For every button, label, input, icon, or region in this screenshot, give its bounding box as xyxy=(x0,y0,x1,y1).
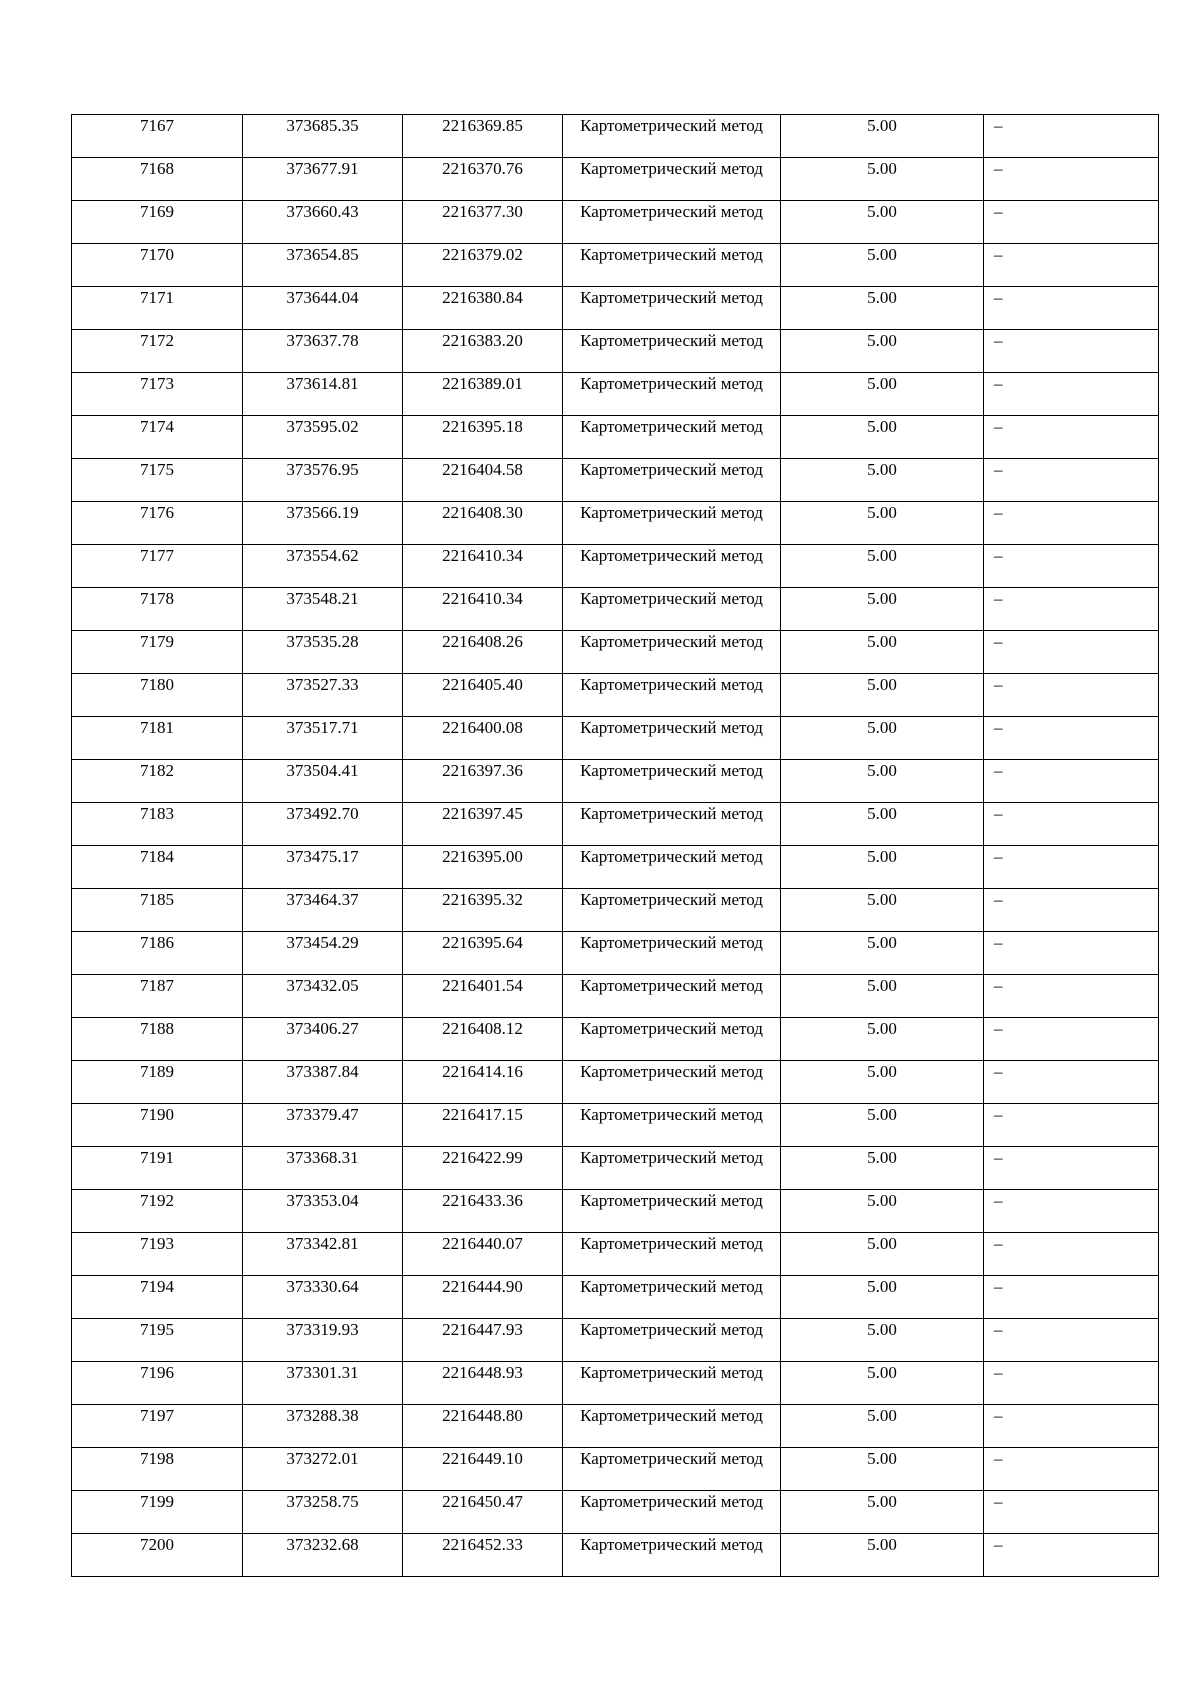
method-cell xyxy=(563,158,781,201)
note-cell: – xyxy=(984,1491,1159,1534)
accuracy-cell: 5.00 xyxy=(781,975,984,1018)
x-coordinate-cell: 373232.68 xyxy=(243,1534,403,1577)
note-cell: – xyxy=(984,975,1159,1018)
accuracy-cell: 5.00 xyxy=(781,545,984,588)
table-row xyxy=(72,1534,1159,1577)
note-cell: – xyxy=(984,1061,1159,1104)
note-cell: – xyxy=(984,1448,1159,1491)
accuracy-cell: 5.00 xyxy=(781,803,984,846)
method-text: Картометрический метод xyxy=(580,1019,763,1038)
method-text: Картометрический метод xyxy=(580,546,763,565)
method-cell xyxy=(563,201,781,244)
accuracy-cell: 5.00 xyxy=(781,1319,984,1362)
x-coordinate-cell: 373517.71 xyxy=(243,717,403,760)
method-text: Картометрический метод xyxy=(580,976,763,995)
method-text: Картометрический метод xyxy=(580,331,763,350)
x-coordinate-cell: 373330.64 xyxy=(243,1276,403,1319)
table-row xyxy=(72,459,1159,502)
note-cell: – xyxy=(984,1190,1159,1233)
point-number-cell: 7195 xyxy=(72,1319,243,1362)
table-row xyxy=(72,1276,1159,1319)
point-number-cell: 7168 xyxy=(72,158,243,201)
accuracy-cell: 5.00 xyxy=(781,1276,984,1319)
method-text: Картометрический метод xyxy=(580,159,763,178)
accuracy-cell: 5.00 xyxy=(781,287,984,330)
table-row xyxy=(72,760,1159,803)
method-text: Картометрический метод xyxy=(580,632,763,651)
accuracy-cell: 5.00 xyxy=(781,1491,984,1534)
note-cell: – xyxy=(984,674,1159,717)
note-cell: – xyxy=(984,373,1159,416)
accuracy-cell: 5.00 xyxy=(781,1061,984,1104)
point-number-cell: 7171 xyxy=(72,287,243,330)
y-coordinate-cell: 2216444.90 xyxy=(403,1276,563,1319)
y-coordinate-cell: 2216377.30 xyxy=(403,201,563,244)
method-text: Картометрический метод xyxy=(580,460,763,479)
method-cell xyxy=(563,631,781,674)
accuracy-cell: 5.00 xyxy=(781,373,984,416)
method-text: Картометрический метод xyxy=(580,804,763,823)
x-coordinate-cell: 373660.43 xyxy=(243,201,403,244)
method-cell xyxy=(563,287,781,330)
point-number-cell: 7194 xyxy=(72,1276,243,1319)
method-text: Картометрический метод xyxy=(580,1234,763,1253)
accuracy-cell: 5.00 xyxy=(781,1362,984,1405)
note-cell: – xyxy=(984,459,1159,502)
method-cell xyxy=(563,330,781,373)
method-cell xyxy=(563,674,781,717)
y-coordinate-cell: 2216449.10 xyxy=(403,1448,563,1491)
point-number-cell: 7181 xyxy=(72,717,243,760)
accuracy-cell: 5.00 xyxy=(781,1534,984,1577)
table-row xyxy=(72,545,1159,588)
method-text: Картометрический метод xyxy=(580,933,763,952)
note-cell: – xyxy=(984,502,1159,545)
point-number-cell: 7178 xyxy=(72,588,243,631)
x-coordinate-cell: 373342.81 xyxy=(243,1233,403,1276)
x-coordinate-cell: 373554.62 xyxy=(243,545,403,588)
method-cell xyxy=(563,373,781,416)
x-coordinate-cell: 373548.21 xyxy=(243,588,403,631)
method-cell xyxy=(563,803,781,846)
method-cell xyxy=(563,1534,781,1577)
table-row xyxy=(72,1448,1159,1491)
method-cell xyxy=(563,932,781,975)
method-text: Картометрический метод xyxy=(580,1277,763,1296)
x-coordinate-cell: 373353.04 xyxy=(243,1190,403,1233)
point-number-cell: 7188 xyxy=(72,1018,243,1061)
method-cell xyxy=(563,1362,781,1405)
x-coordinate-cell: 373644.04 xyxy=(243,287,403,330)
y-coordinate-cell: 2216410.34 xyxy=(403,588,563,631)
x-coordinate-cell: 373464.37 xyxy=(243,889,403,932)
point-number-cell: 7167 xyxy=(72,115,243,158)
note-cell: – xyxy=(984,717,1159,760)
table-row xyxy=(72,1190,1159,1233)
point-number-cell: 7187 xyxy=(72,975,243,1018)
table-row xyxy=(72,201,1159,244)
x-coordinate-cell: 373595.02 xyxy=(243,416,403,459)
y-coordinate-cell: 2216410.34 xyxy=(403,545,563,588)
point-number-cell: 7174 xyxy=(72,416,243,459)
accuracy-cell: 5.00 xyxy=(781,631,984,674)
accuracy-cell: 5.00 xyxy=(781,416,984,459)
y-coordinate-cell: 2216452.33 xyxy=(403,1534,563,1577)
accuracy-cell: 5.00 xyxy=(781,201,984,244)
point-number-cell: 7199 xyxy=(72,1491,243,1534)
y-coordinate-cell: 2216395.18 xyxy=(403,416,563,459)
table-row xyxy=(72,1405,1159,1448)
accuracy-cell: 5.00 xyxy=(781,932,984,975)
note-cell: – xyxy=(984,1405,1159,1448)
method-cell xyxy=(563,1319,781,1362)
y-coordinate-cell: 2216447.93 xyxy=(403,1319,563,1362)
y-coordinate-cell: 2216380.84 xyxy=(403,287,563,330)
y-coordinate-cell: 2216450.47 xyxy=(403,1491,563,1534)
x-coordinate-cell: 373319.93 xyxy=(243,1319,403,1362)
note-cell: – xyxy=(984,846,1159,889)
x-coordinate-cell: 373576.95 xyxy=(243,459,403,502)
y-coordinate-cell: 2216408.30 xyxy=(403,502,563,545)
note-cell: – xyxy=(984,588,1159,631)
y-coordinate-cell: 2216401.54 xyxy=(403,975,563,1018)
method-text: Картометрический метод xyxy=(580,1535,763,1554)
y-coordinate-cell: 2216397.45 xyxy=(403,803,563,846)
point-number-cell: 7183 xyxy=(72,803,243,846)
point-number-cell: 7185 xyxy=(72,889,243,932)
y-coordinate-cell: 2216433.36 xyxy=(403,1190,563,1233)
table-row xyxy=(72,373,1159,416)
accuracy-cell: 5.00 xyxy=(781,674,984,717)
table-row xyxy=(72,889,1159,932)
method-text: Картометрический метод xyxy=(580,1191,763,1210)
table-row xyxy=(72,631,1159,674)
y-coordinate-cell: 2216370.76 xyxy=(403,158,563,201)
y-coordinate-cell: 2216448.93 xyxy=(403,1362,563,1405)
method-cell xyxy=(563,1448,781,1491)
x-coordinate-cell: 373272.01 xyxy=(243,1448,403,1491)
y-coordinate-cell: 2216395.32 xyxy=(403,889,563,932)
method-cell xyxy=(563,975,781,1018)
accuracy-cell: 5.00 xyxy=(781,760,984,803)
x-coordinate-cell: 373504.41 xyxy=(243,760,403,803)
method-cell xyxy=(563,1018,781,1061)
y-coordinate-cell: 2216404.58 xyxy=(403,459,563,502)
x-coordinate-cell: 373527.33 xyxy=(243,674,403,717)
x-coordinate-cell: 373637.78 xyxy=(243,330,403,373)
accuracy-cell: 5.00 xyxy=(781,244,984,287)
y-coordinate-cell: 2216422.99 xyxy=(403,1147,563,1190)
x-coordinate-cell: 373677.91 xyxy=(243,158,403,201)
method-text: Картометрический метод xyxy=(580,1320,763,1339)
table-row xyxy=(72,1491,1159,1534)
accuracy-cell: 5.00 xyxy=(781,1018,984,1061)
x-coordinate-cell: 373454.29 xyxy=(243,932,403,975)
table-row xyxy=(72,803,1159,846)
accuracy-cell: 5.00 xyxy=(781,502,984,545)
method-cell xyxy=(563,588,781,631)
point-number-cell: 7191 xyxy=(72,1147,243,1190)
point-number-cell: 7189 xyxy=(72,1061,243,1104)
y-coordinate-cell: 2216397.36 xyxy=(403,760,563,803)
method-cell xyxy=(563,1233,781,1276)
method-text: Картометрический метод xyxy=(580,847,763,866)
x-coordinate-cell: 373368.31 xyxy=(243,1147,403,1190)
method-cell xyxy=(563,1061,781,1104)
accuracy-cell: 5.00 xyxy=(781,1405,984,1448)
accuracy-cell: 5.00 xyxy=(781,115,984,158)
x-coordinate-cell: 373406.27 xyxy=(243,1018,403,1061)
y-coordinate-cell: 2216417.15 xyxy=(403,1104,563,1147)
method-cell xyxy=(563,717,781,760)
x-coordinate-cell: 373566.19 xyxy=(243,502,403,545)
table-row xyxy=(72,1147,1159,1190)
coordinates-table xyxy=(71,114,1159,1577)
table-row xyxy=(72,674,1159,717)
y-coordinate-cell: 2216389.01 xyxy=(403,373,563,416)
accuracy-cell: 5.00 xyxy=(781,889,984,932)
method-text: Картометрический метод xyxy=(580,1148,763,1167)
method-cell xyxy=(563,502,781,545)
method-text: Картометрический метод xyxy=(580,245,763,264)
x-coordinate-cell: 373685.35 xyxy=(243,115,403,158)
accuracy-cell: 5.00 xyxy=(781,588,984,631)
method-cell xyxy=(563,760,781,803)
method-text: Картометрический метод xyxy=(580,718,763,737)
point-number-cell: 7196 xyxy=(72,1362,243,1405)
y-coordinate-cell: 2216414.16 xyxy=(403,1061,563,1104)
method-cell xyxy=(563,889,781,932)
y-coordinate-cell: 2216448.80 xyxy=(403,1405,563,1448)
accuracy-cell: 5.00 xyxy=(781,1233,984,1276)
x-coordinate-cell: 373387.84 xyxy=(243,1061,403,1104)
x-coordinate-cell: 373288.38 xyxy=(243,1405,403,1448)
table-row xyxy=(72,717,1159,760)
note-cell: – xyxy=(984,1276,1159,1319)
x-coordinate-cell: 373432.05 xyxy=(243,975,403,1018)
y-coordinate-cell: 2216408.26 xyxy=(403,631,563,674)
point-number-cell: 7197 xyxy=(72,1405,243,1448)
accuracy-cell: 5.00 xyxy=(781,717,984,760)
method-cell xyxy=(563,1147,781,1190)
method-cell xyxy=(563,416,781,459)
note-cell: – xyxy=(984,287,1159,330)
table-row xyxy=(72,975,1159,1018)
table-row xyxy=(72,846,1159,889)
table-row xyxy=(72,1018,1159,1061)
y-coordinate-cell: 2216408.12 xyxy=(403,1018,563,1061)
method-text: Картометрический метод xyxy=(580,761,763,780)
note-cell: – xyxy=(984,631,1159,674)
point-number-cell: 7180 xyxy=(72,674,243,717)
method-text: Картометрический метод xyxy=(580,417,763,436)
x-coordinate-cell: 373258.75 xyxy=(243,1491,403,1534)
x-coordinate-cell: 373475.17 xyxy=(243,846,403,889)
point-number-cell: 7200 xyxy=(72,1534,243,1577)
x-coordinate-cell: 373379.47 xyxy=(243,1104,403,1147)
note-cell: – xyxy=(984,803,1159,846)
point-number-cell: 7179 xyxy=(72,631,243,674)
method-text: Картометрический метод xyxy=(580,1062,763,1081)
method-text: Картометрический метод xyxy=(580,1449,763,1468)
point-number-cell: 7182 xyxy=(72,760,243,803)
point-number-cell: 7176 xyxy=(72,502,243,545)
y-coordinate-cell: 2216440.07 xyxy=(403,1233,563,1276)
accuracy-cell: 5.00 xyxy=(781,158,984,201)
table-row xyxy=(72,244,1159,287)
point-number-cell: 7173 xyxy=(72,373,243,416)
note-cell: – xyxy=(984,115,1159,158)
y-coordinate-cell: 2216383.20 xyxy=(403,330,563,373)
note-cell: – xyxy=(984,1147,1159,1190)
point-number-cell: 7177 xyxy=(72,545,243,588)
method-text: Картометрический метод xyxy=(580,1105,763,1124)
point-number-cell: 7172 xyxy=(72,330,243,373)
y-coordinate-cell: 2216395.64 xyxy=(403,932,563,975)
table-row xyxy=(72,1362,1159,1405)
table-row xyxy=(72,1319,1159,1362)
point-number-cell: 7175 xyxy=(72,459,243,502)
note-cell: – xyxy=(984,545,1159,588)
note-cell: – xyxy=(984,760,1159,803)
table-row xyxy=(72,588,1159,631)
table-row xyxy=(72,330,1159,373)
table-row xyxy=(72,932,1159,975)
method-text: Картометрический метод xyxy=(580,1363,763,1382)
x-coordinate-cell: 373301.31 xyxy=(243,1362,403,1405)
method-text: Картометрический метод xyxy=(580,675,763,694)
method-text: Картометрический метод xyxy=(580,503,763,522)
note-cell: – xyxy=(984,1362,1159,1405)
point-number-cell: 7198 xyxy=(72,1448,243,1491)
table-row xyxy=(72,158,1159,201)
table-row xyxy=(72,115,1159,158)
method-text: Картометрический метод xyxy=(580,1406,763,1425)
note-cell: – xyxy=(984,1534,1159,1577)
note-cell: – xyxy=(984,1018,1159,1061)
x-coordinate-cell: 373654.85 xyxy=(243,244,403,287)
x-coordinate-cell: 373535.28 xyxy=(243,631,403,674)
note-cell: – xyxy=(984,244,1159,287)
method-cell xyxy=(563,244,781,287)
accuracy-cell: 5.00 xyxy=(781,459,984,502)
method-text: Картометрический метод xyxy=(580,1492,763,1511)
method-cell xyxy=(563,846,781,889)
method-text: Картометрический метод xyxy=(580,202,763,221)
note-cell: – xyxy=(984,416,1159,459)
note-cell: – xyxy=(984,201,1159,244)
method-text: Картометрический метод xyxy=(580,589,763,608)
method-text: Картометрический метод xyxy=(580,374,763,393)
point-number-cell: 7170 xyxy=(72,244,243,287)
y-coordinate-cell: 2216369.85 xyxy=(403,115,563,158)
accuracy-cell: 5.00 xyxy=(781,1104,984,1147)
accuracy-cell: 5.00 xyxy=(781,1190,984,1233)
method-text: Картометрический метод xyxy=(580,288,763,307)
method-cell xyxy=(563,1190,781,1233)
note-cell: – xyxy=(984,1319,1159,1362)
table-row xyxy=(72,1104,1159,1147)
method-cell xyxy=(563,1491,781,1534)
table-row xyxy=(72,416,1159,459)
method-cell xyxy=(563,1276,781,1319)
accuracy-cell: 5.00 xyxy=(781,846,984,889)
note-cell: – xyxy=(984,330,1159,373)
table-row xyxy=(72,1233,1159,1276)
y-coordinate-cell: 2216395.00 xyxy=(403,846,563,889)
point-number-cell: 7192 xyxy=(72,1190,243,1233)
point-number-cell: 7193 xyxy=(72,1233,243,1276)
table-row xyxy=(72,1061,1159,1104)
method-cell xyxy=(563,1104,781,1147)
method-cell xyxy=(563,115,781,158)
method-text: Картометрический метод xyxy=(580,116,763,135)
accuracy-cell: 5.00 xyxy=(781,330,984,373)
point-number-cell: 7190 xyxy=(72,1104,243,1147)
x-coordinate-cell: 373614.81 xyxy=(243,373,403,416)
y-coordinate-cell: 2216400.08 xyxy=(403,717,563,760)
method-cell xyxy=(563,545,781,588)
accuracy-cell: 5.00 xyxy=(781,1448,984,1491)
y-coordinate-cell: 2216379.02 xyxy=(403,244,563,287)
x-coordinate-cell: 373492.70 xyxy=(243,803,403,846)
method-cell xyxy=(563,459,781,502)
point-number-cell: 7186 xyxy=(72,932,243,975)
note-cell: – xyxy=(984,158,1159,201)
table-body xyxy=(72,115,1159,1577)
note-cell: – xyxy=(984,1104,1159,1147)
accuracy-cell: 5.00 xyxy=(781,1147,984,1190)
method-text: Картометрический метод xyxy=(580,890,763,909)
table-row xyxy=(72,287,1159,330)
point-number-cell: 7169 xyxy=(72,201,243,244)
note-cell: – xyxy=(984,1233,1159,1276)
point-number-cell: 7184 xyxy=(72,846,243,889)
note-cell: – xyxy=(984,932,1159,975)
y-coordinate-cell: 2216405.40 xyxy=(403,674,563,717)
method-cell xyxy=(563,1405,781,1448)
note-cell: – xyxy=(984,889,1159,932)
table-row xyxy=(72,502,1159,545)
